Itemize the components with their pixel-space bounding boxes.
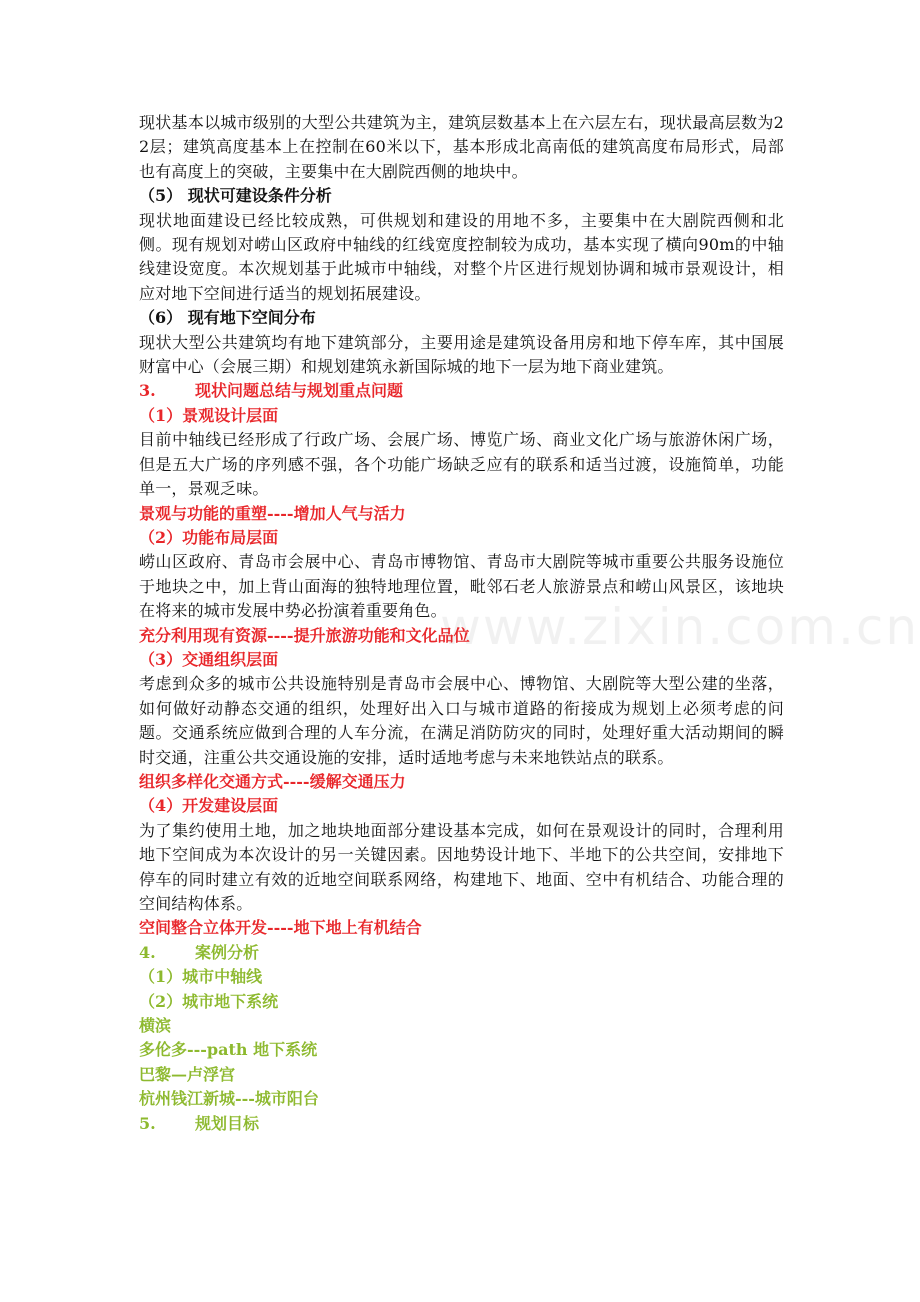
case-city-axis: （1）城市中轴线 — [139, 967, 263, 987]
section-title: 现状问题总结与规划重点问题 — [195, 381, 404, 401]
case-toronto: 多伦多---path 地下系统 — [139, 1040, 318, 1060]
watermark: www.zixin.com.cn — [440, 598, 920, 656]
subheading-function-layout: （2）功能布局层面 — [139, 527, 279, 547]
paragraph-traffic: 考虑到众多的城市公共设施特别是青岛市会展中心、博物馆、大剧院等大型公建的坐落，如何做好动静态交通的组织，处理好出入口与城市道路的衔接成为规划上必须考虑的问题。交通系统应做到合理的人车分流，在满足消防防灾的同时，处理好重大活动期间的瞬时交通，注重公共交通设施的安排，适时适地考虑与未来地铁站点的联系。 — [139, 674, 784, 767]
conclusion-function-layout: 充分利用现有资源----提升旅游功能和文化品位 — [139, 625, 470, 645]
paragraph-development: 为了集约使用土地，加之地块地面部分建设基本完成，如何在景观设计的同时，合理利用地下空间成为本次设计的另一关键因素。因地势设计地下、半地下的公共空间，安排地下停车的同时建立有效的近地空间联系网络，构建地下、地面、空中有机结合、功能合理的空间结构体系。 — [139, 820, 784, 913]
case-underground-system: （2）城市地下系统 — [139, 991, 279, 1011]
section-heading-3 — [139, 379, 784, 403]
section-title: 规划目标 — [195, 1113, 260, 1133]
section-number: 4. — [139, 942, 156, 962]
paragraph-landscape: 目前中轴线已经形成了行政广场、会展广场、博览广场、商业文化广场与旅游休闲广场，但是五大广场的序列感不强，各个功能广场缺乏应有的联系和适当过渡，设施简单，功能单一，景观乏味。 — [139, 430, 784, 499]
paragraph-function-layout: 崂山区政府、青岛市会展中心、青岛市博物馆、青岛市大剧院等城市重要公共服务设施位于地块之中，加上背山面海的独特地理位置，毗邻石老人旅游景点和崂山风景区，该地块在将来的城市发展中势必扮演着重要角色。 — [139, 552, 784, 621]
case-yokohama: 横滨 — [139, 1016, 172, 1036]
document-body — [139, 111, 784, 1136]
paragraph-underground-distribution: 现状大型公共建筑均有地下建筑部分，主要用途是建筑设备用房和地下停车库，其中国展财富中心（会展三期）和规划建筑永新国际城的地下一层为地下商业建筑。 — [139, 332, 784, 377]
conclusion-landscape: 景观与功能的重塑----增加人气与活力 — [139, 503, 406, 523]
subheading-development: （4）开发建设层面 — [139, 796, 279, 816]
conclusion-traffic: 组织多样化交通方式----缓解交通压力 — [139, 771, 406, 791]
section-heading-4 — [139, 941, 784, 965]
case-hangzhou: 杭州钱江新城---城市阳台 — [139, 1089, 319, 1109]
subheading-traffic: （3）交通组织层面 — [139, 649, 279, 669]
heading-buildable-conditions: （5） 现状可建设条件分析 — [139, 186, 332, 206]
case-paris-louvre: 巴黎—卢浮宫 — [139, 1064, 236, 1084]
paragraph-building-height: 现状基本以城市级别的大型公共建筑为主，建筑层数基本上在六层左右，现状最高层数为22层；建筑高度基本上在控制在60米以下，基本形成北高南低的建筑高度布局形式，局部也有高度上的突破，主要集中在大剧院西侧的地块中。 — [139, 113, 784, 181]
conclusion-development: 空间整合立体开发----地下地上有机结合 — [139, 918, 422, 938]
section-number: 5. — [139, 1113, 156, 1133]
section-number: 3. — [139, 381, 156, 401]
subheading-landscape: （1）景观设计层面 — [139, 405, 279, 425]
section-heading-5 — [139, 1112, 784, 1136]
paragraph-buildable-conditions: 现状地面建设已经比较成熟，可供规划和建设的用地不多，主要集中在大剧院西侧和北侧。现有规划对崂山区政府中轴线的红线宽度控制较为成功，基本实现了横向90m的中轴线建设宽度。本次规划基于此城市中轴线，对整个片区进行规划协调和城市景观设计，相应对地下空间进行适当的规划拓展建设。 — [139, 210, 784, 303]
section-title: 案例分析 — [195, 942, 260, 962]
heading-underground-distribution: （6） 现有地下空间分布 — [139, 308, 316, 328]
